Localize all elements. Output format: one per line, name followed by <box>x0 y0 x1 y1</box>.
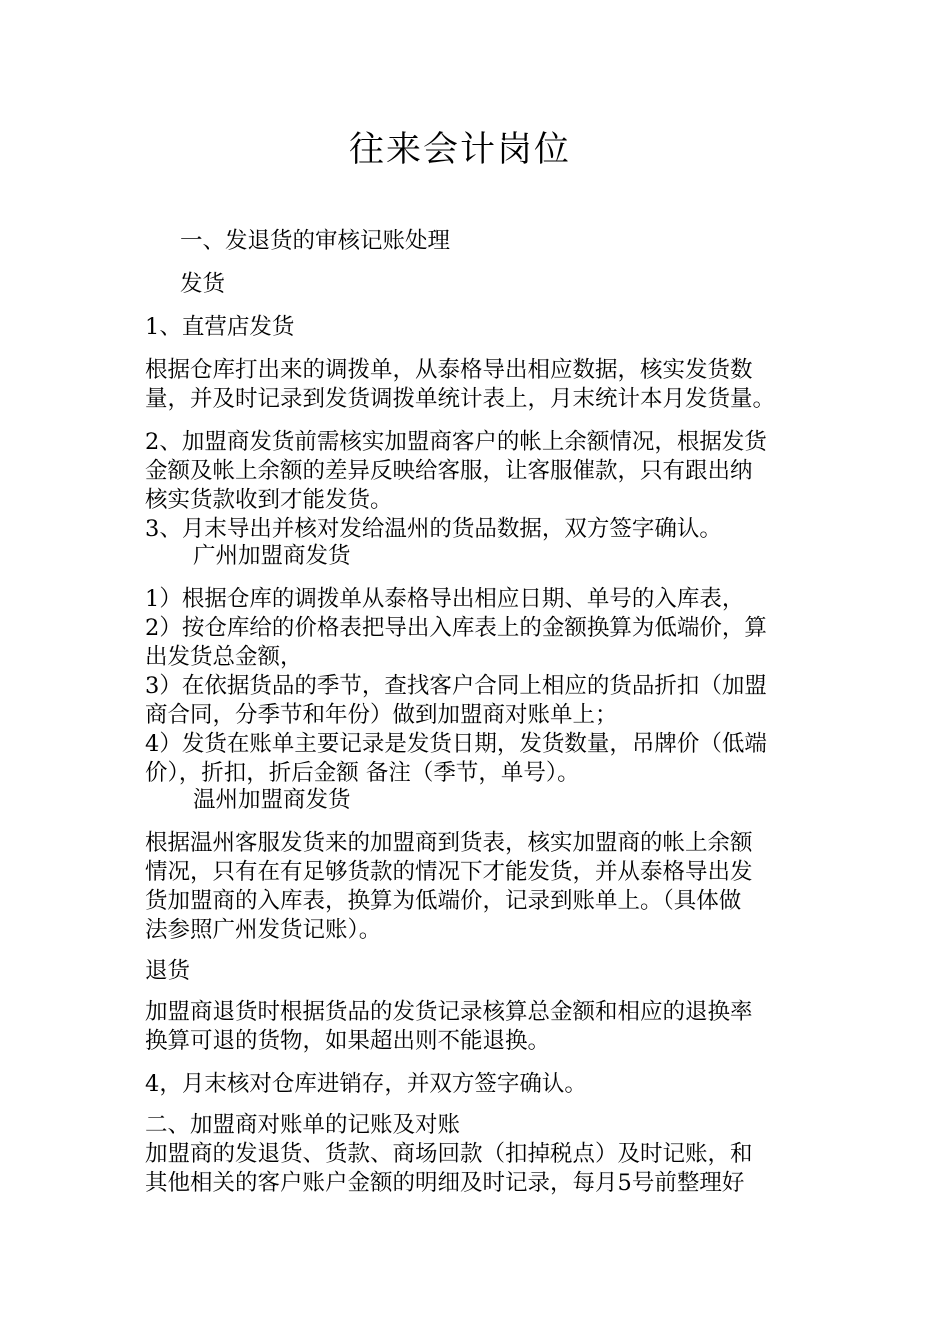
section-heading-2: 二、加盟商对账单的记账及对账 <box>145 1112 461 1138</box>
paragraph-line: 2、加盟商发货前需核实加盟商客户的帐上余额情况，根据发货 <box>145 429 767 455</box>
paragraph-line: 根据温州客服发货来的加盟商到货表，核实加盟商的帐上余额 <box>145 830 753 856</box>
subheading-returns: 退货 <box>145 958 191 984</box>
paragraph-line: 金额及帐上余额的差异反映给客服，让客服催款，只有跟出纳 <box>145 458 753 484</box>
paragraph-line: 其他相关的客户账户金额的明细及时记录，每月5号前整理好 <box>145 1170 745 1196</box>
paragraph-line: 价），折扣，折后金额 备注（季节，单号）。 <box>145 760 580 786</box>
paragraph-line: 1）根据仓库的调拨单从泰格导出相应日期、单号的入库表， <box>145 586 745 612</box>
paragraph-line: 2）按仓库给的价格表把导出入库表上的金额换算为低端价，算 <box>145 615 767 641</box>
subheading-shipping: 发货 <box>180 271 226 297</box>
paragraph-line: 4，月末核对仓库进销存，并双方签字确认。 <box>145 1071 587 1097</box>
paragraph-line: 3）在依据货品的季节，查找客户合同上相应的货品折扣（加盟 <box>145 673 767 699</box>
paragraph-line: 加盟商退货时根据货品的发货记录核算总金额和相应的退换率 <box>145 999 753 1025</box>
subheading-wenzhou: 温州加盟商发货 <box>193 787 351 813</box>
paragraph-line: 核实货款收到才能发货。 <box>145 487 393 513</box>
paragraph-line: 4）发货在账单主要记录是发货日期，发货数量，吊牌价（低端 <box>145 731 767 757</box>
paragraph-line: 货加盟商的入库表，换算为低端价，记录到账单上。（具体做 <box>145 888 742 914</box>
paragraph-line: 情况，只有在有足够货款的情况下才能发货，并从泰格导出发 <box>145 859 753 885</box>
paragraph-line: 商合同，分季节和年份）做到加盟商对账单上； <box>145 702 618 728</box>
list-item-direct-store: 1、直营店发货 <box>145 314 295 340</box>
page-title: 往来会计岗位 <box>348 130 571 170</box>
paragraph-line: 加盟商的发退货、货款、商场回款（扣掉税点）及时记账，和 <box>145 1141 753 1167</box>
paragraph-line: 3、月末导出并核对发给温州的货品数据，双方签字确认。 <box>145 516 722 542</box>
paragraph-line: 出发货总金额， <box>145 644 303 670</box>
paragraph-line: 换算可退的货物，如果超出则不能退换。 <box>145 1028 551 1054</box>
section-heading-1: 一、发退货的审核记账处理 <box>180 228 451 254</box>
subheading-guangzhou: 广州加盟商发货 <box>193 543 351 569</box>
paragraph-line: 根据仓库打出来的调拨单，从泰格导出相应数据，核实发货数 <box>145 357 753 383</box>
paragraph-line: 法参照广州发货记账）。 <box>145 917 382 943</box>
paragraph-line: 量，并及时记录到发货调拨单统计表上，月末统计本月发货量。 <box>145 386 776 412</box>
